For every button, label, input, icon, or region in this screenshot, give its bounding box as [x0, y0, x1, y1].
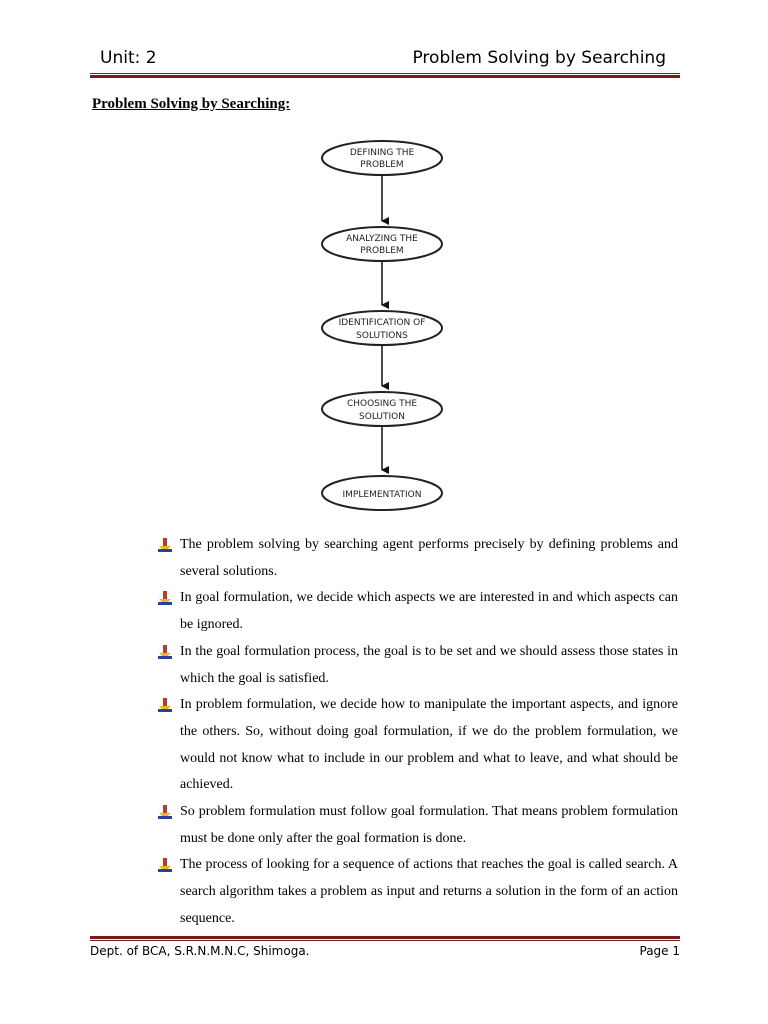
unit-label: Unit: 2	[100, 48, 157, 68]
bullet-text: The process of looking for a sequence of actions that reaches the goal is called search. A search algorithm takes a problem as input and returns a solution in the form of an action sequence.	[180, 857, 678, 926]
page-header	[90, 48, 680, 76]
section-title: Problem Solving by Searching:	[92, 96, 291, 112]
bullet-text: The problem solving by searching agent performs precisely by defining problems and several solutions.	[180, 537, 678, 579]
flow-node-text: SOLUTIONS	[356, 331, 408, 341]
header-rule-thick	[90, 75, 680, 78]
footer-rule-thin	[90, 940, 680, 941]
bullet-text: In problem formulation, we decide how to manipulate the important aspects, and ignore the others. So, without doing goal formulation, if we do the problem formulation, we would not know what to include in our problem and what to leave, and what should be achieved.	[180, 697, 678, 793]
footer-department: Dept. of BCA, S.R.N.M.N.C, Shimoga.	[90, 944, 310, 958]
flow-node-identification	[322, 311, 442, 345]
list-item	[158, 532, 678, 585]
bullet-list	[158, 532, 678, 933]
arrow-bullet-icon	[158, 538, 172, 552]
flow-node-text: IMPLEMENTATION	[342, 490, 422, 500]
header-title: Problem Solving by Searching	[412, 48, 666, 68]
flowchart	[312, 136, 452, 516]
flow-node-text: SOLUTION	[359, 412, 405, 422]
list-item	[158, 799, 678, 852]
arrow-bullet-icon	[158, 645, 172, 659]
bullet-text: In the goal formulation process, the goal is to be set and we should assess those states in which the goal is satisfied.	[180, 643, 678, 686]
arrow-bullet-icon	[158, 805, 172, 819]
arrow-bullet-icon	[158, 858, 172, 872]
flow-node-analyzing	[322, 227, 442, 261]
list-item	[158, 639, 678, 692]
flow-node-text: PROBLEM	[360, 246, 404, 256]
flow-node-text: CHOOSING THE	[346, 399, 418, 409]
list-item	[158, 692, 678, 799]
flow-node-implementation	[322, 476, 442, 510]
bullet-text: In goal formulation, we decide which aspects we are interested in and which aspects can be ignored.	[180, 590, 678, 633]
flow-node-choosing	[322, 392, 442, 426]
arrow-bullet-icon	[158, 698, 172, 712]
footer-rule-thick	[90, 936, 680, 939]
flow-node-text: ANALYZING THE	[346, 234, 418, 244]
flow-node-text: DEFINING THE	[349, 148, 415, 158]
bullet-text: So problem formulation must follow goal formulation. That means problem formulation must be done only after the goal formation is done.	[180, 804, 678, 846]
list-item	[158, 852, 678, 932]
flow-node-text: IDENTIFICATION OF	[338, 318, 426, 328]
header-rule-thin	[90, 73, 680, 74]
page-number: Page 1	[639, 944, 680, 958]
flow-node-defining	[322, 141, 442, 175]
arrow-bullet-icon	[158, 591, 172, 605]
list-item	[158, 585, 678, 638]
flow-node-text: PROBLEM	[360, 160, 404, 170]
